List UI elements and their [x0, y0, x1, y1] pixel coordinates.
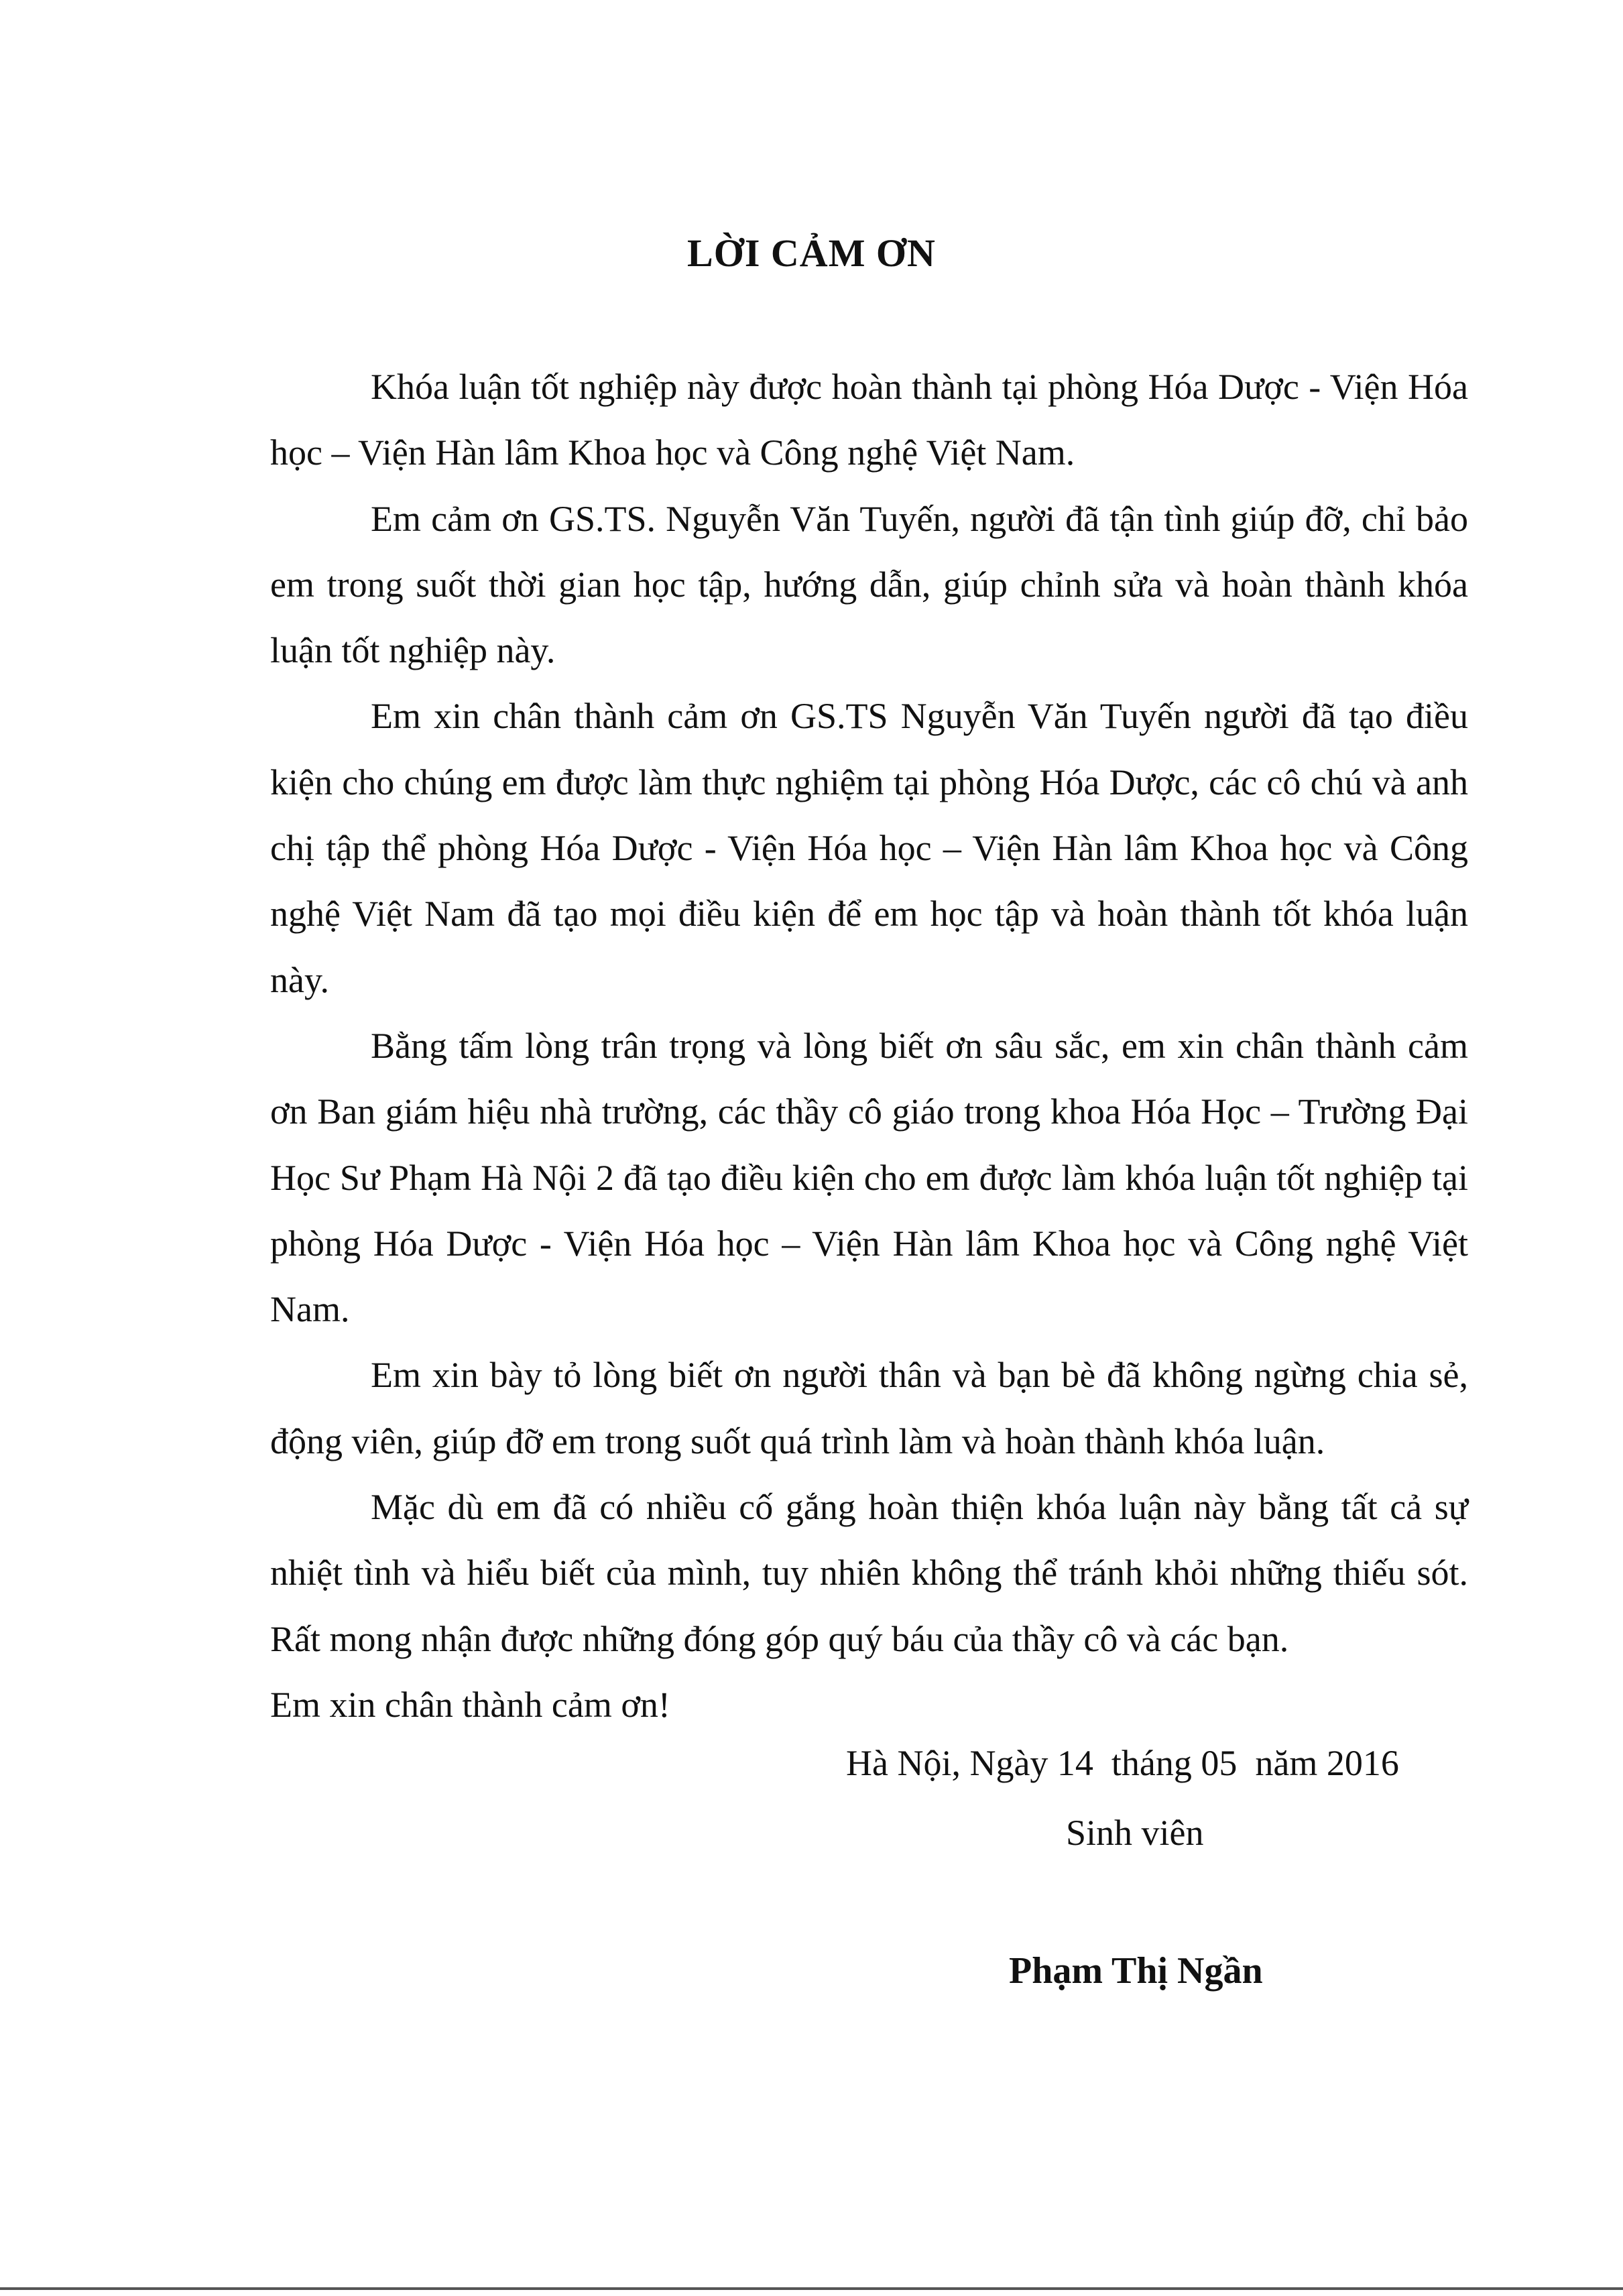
- signature-name: Phạm Thị Ngần: [1009, 1950, 1263, 1992]
- date-line: Hà Nội, Ngày 14 tháng 05 năm 2016: [846, 1743, 1399, 1783]
- paragraph: Bằng tấm lòng trân trọng và lòng biết ơn sâu sắc, em xin chân thành cảm ơn Ban giám hiệu nhà trường, các thầy cô giáo trong khoa Hóa Học – Trường Đại Học Sư Phạm Hà Nội 2 đã tạo điều kiện cho em được làm khóa luận tốt nghiệp tại phòng Hóa Dược - Viện Hóa học – Viện Hàn lâm Khoa học và Công nghệ Việt Nam.: [270, 1025, 1468, 1330]
- page-title: LỜI CẢM ƠN: [687, 231, 936, 275]
- closing-line: Em xin chân thành cảm ơn!: [270, 1684, 670, 1725]
- paragraph: Em xin bày tỏ lòng biết ơn người thân và bạn bè đã không ngừng chia sẻ, động viên, giúp đỡ em trong suốt quá trình làm và hoàn thành khóa luận.: [270, 1355, 1468, 1461]
- bottom-divider: [0, 2287, 1623, 2290]
- paragraph: Em cảm ơn GS.TS. Nguyễn Văn Tuyến, người đã tận tình giúp đỡ, chỉ bảo em trong suốt thời gian học tập, hướng dẫn, giúp chỉnh sửa và hoàn thành khóa luận tốt nghiệp này.: [270, 498, 1468, 671]
- paragraph: Khóa luận tốt nghiệp này được hoàn thành tại phòng Hóa Dược - Viện Hóa học – Viện Hàn lâm Khoa học và Công nghệ Việt Nam.: [270, 367, 1468, 473]
- paragraph: Mặc dù em đã có nhiều cố gắng hoàn thiện khóa luận này bằng tất cả sự nhiệt tình và hiểu biết của mình, tuy nhiên không thể tránh khỏi những thiếu sót. Rất mong nhận được những đóng góp quý báu của thầy cô và các bạn.: [270, 1487, 1468, 1659]
- role-label: Sinh viên: [1066, 1813, 1204, 1853]
- acknowledgement-body: [270, 354, 1468, 1738]
- paragraph: Em xin chân thành cảm ơn GS.TS Nguyễn Văn Tuyến người đã tạo điều kiện cho chúng em được làm thực nghiệm tại phòng Hóa Dược, các cô chú và anh chị tập thể phòng Hóa Dược - Viện Hóa học – Viện Hàn lâm Khoa học và Công nghệ Việt Nam đã tạo mọi điều kiện để em học tập và hoàn thành tốt khóa luận này.: [270, 696, 1468, 1000]
